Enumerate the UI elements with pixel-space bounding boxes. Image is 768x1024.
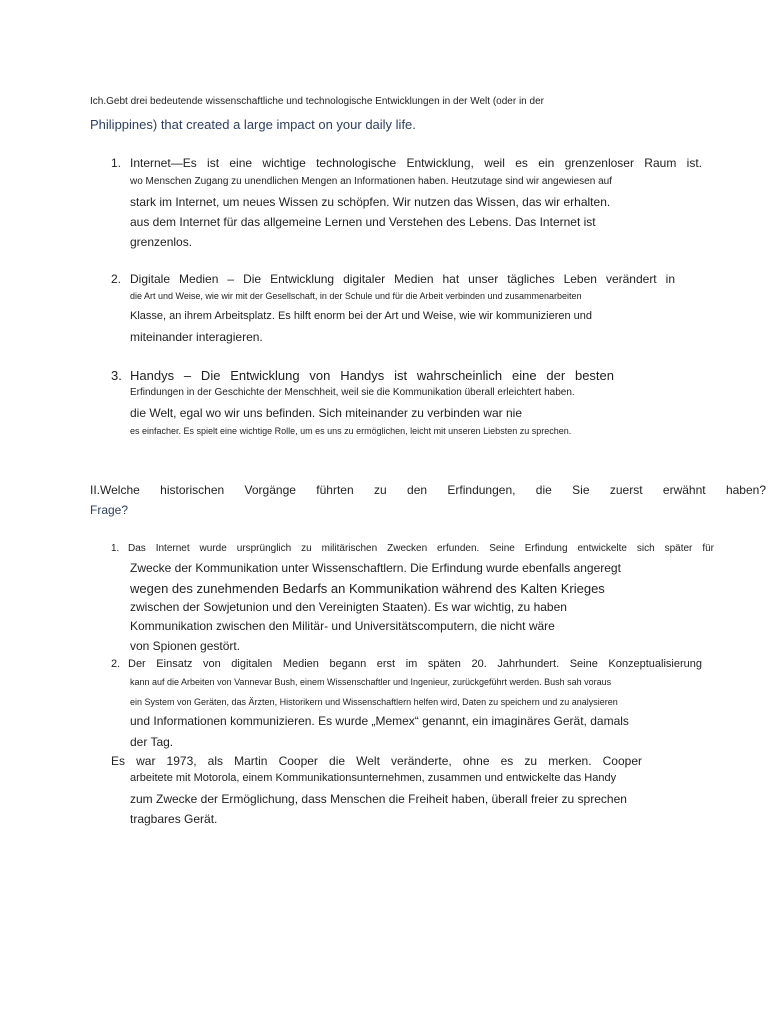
section2-heading-2: Frage? <box>90 503 129 517</box>
s2-item1-line-2: Zwecke der Kommunikation unter Wissenschaftlern. Die Erfindung wurde ebenfalls angeregt <box>130 561 621 575</box>
item2-line-2: die Art und Weise, wie wir mit der Gesellschaft, in der Schule und für die Arbeit verbinden und zusammenarbeiten <box>130 291 582 301</box>
item2-line-1: Digitale Medien – Die Entwicklung digitaler Medien hat unser tägliches Leben verändert in <box>130 272 675 286</box>
item1-line-2: wo Menschen Zugang zu unendlichen Mengen an Informationen haben. Heutzutage sind wir angewiesen auf <box>130 176 612 187</box>
intro-line-2: Philippines) that created a large impact on your daily life. <box>90 117 416 132</box>
item1-line-4: aus dem Internet für das allgemeine Lernen und Verstehen des Lebens. Das Internet ist <box>130 215 596 229</box>
intro-line-1: Ich.Gebt drei bedeutende wissenschaftliche und technologische Entwicklungen in der Welt (oder in der <box>90 96 544 107</box>
list-marker: 3. <box>111 368 122 383</box>
s2-item2-line-1: Der Einsatz von digitalen Medien begann erst im späten 20. Jahrhundert. Seine Konzeptualisierung <box>128 658 702 670</box>
list-marker: 2. <box>111 658 121 670</box>
s2-item1-line-4: zwischen der Sowjetunion und den Vereinigten Staaten). Es war wichtig, zu haben <box>130 600 567 614</box>
s2-item2-line-2: kann auf die Arbeiten von Vannevar Bush, einem Wissenschaftler und Ingenieur, zurückgeführt werden. Bush sah voraus <box>130 677 612 687</box>
item3-line-3: die Welt, egal wo wir uns befinden. Sich miteinander zu verbinden war nie <box>130 406 522 420</box>
s2-para3-line-1: Es war 1973, als Martin Cooper die Welt veränderte, ohne es zu merken. Cooper <box>111 754 642 768</box>
section2-heading: II.Welche historischen Vorgänge führten zu den Erfindungen, die Sie zuerst erwähnt haben? <box>90 483 766 497</box>
item3-line-4: es einfacher. Es spielt eine wichtige Rolle, um es uns zu ermöglichen, leicht mit unseren Liebsten zu sprechen. <box>130 426 572 436</box>
list-marker: 1. <box>111 156 122 170</box>
s2-para3-line-3: zum Zwecke der Ermöglichung, dass Menschen die Freiheit haben, überall freier zu sprechen <box>130 792 627 806</box>
s2-item1-line-6: von Spionen gestört. <box>130 639 241 653</box>
s2-item2-line-5: der Tag. <box>130 735 174 749</box>
s2-item2-line-3: ein System von Geräten, das Ärzten, Historikern und Wissenschaftlern helfen wird, Daten zu speichern und zu analysieren <box>130 697 618 707</box>
item2-line-3: Klasse, an ihrem Arbeitsplatz. Es hilft enorm bei der Art und Weise, wie wir kommunizieren und <box>130 310 592 322</box>
list-marker: 1. <box>111 543 120 554</box>
item1-line-3: stark im Internet, um neues Wissen zu schöpfen. Wir nutzen das Wissen, das wir erhalten. <box>130 195 611 209</box>
s2-item1-line-1: Das Internet wurde ursprünglich zu militärischen Zwecken erfunden. Seine Erfindung entwickelte sich später für <box>128 543 714 554</box>
s2-item1-line-3: wegen des zunehmenden Bedarfs an Kommunikation während des Kalten Krieges <box>130 581 605 596</box>
s2-item2-line-4: und Informationen kommunizieren. Es wurde „Memex“ genannt, ein imaginäres Gerät, damals <box>130 714 629 728</box>
item3-line-1: Handys – Die Entwicklung von Handys ist wahrscheinlich eine der besten <box>130 368 614 383</box>
item2-line-4: miteinander interagieren. <box>130 330 263 344</box>
s2-para3-line-2: arbeitete mit Motorola, einem Kommunikationsunternehmen, zusammen und entwickelte das Handy <box>130 772 617 784</box>
s2-item1-line-5: Kommunikation zwischen den Militär- und Universitätscomputern, die nicht wäre <box>130 619 555 633</box>
item3-line-2: Erfindungen in der Geschichte der Menschheit, weil sie die Kommunikation überall erleichtert haben. <box>130 387 575 398</box>
s2-para3-line-4: tragbares Gerät. <box>130 812 218 826</box>
item1-line-1: Internet—Es ist eine wichtige technologische Entwicklung, weil es ein grenzenloser Raum ist. <box>130 156 702 170</box>
item1-line-5: grenzenlos. <box>130 235 193 249</box>
list-marker: 2. <box>111 272 122 286</box>
